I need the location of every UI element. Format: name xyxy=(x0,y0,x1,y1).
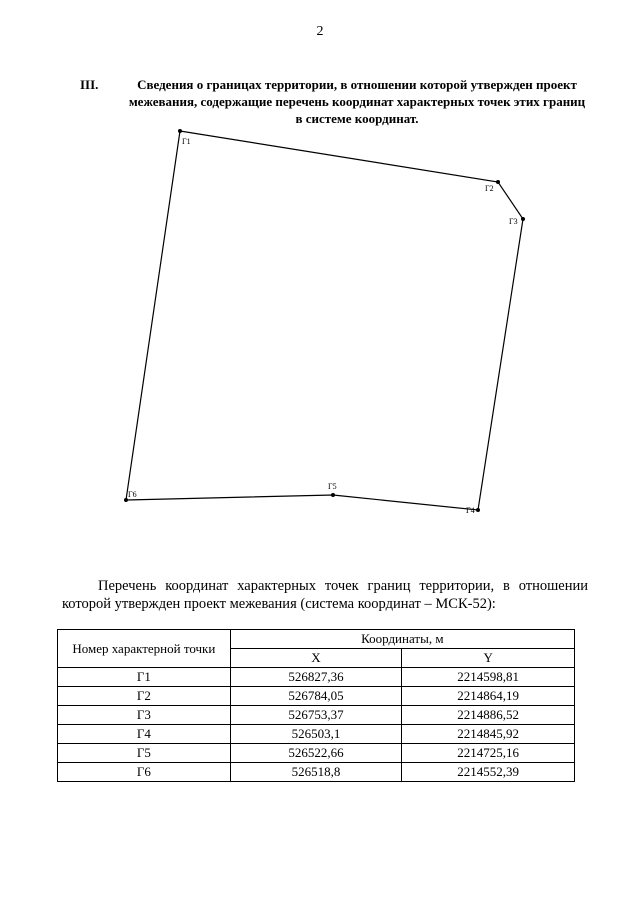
cell-x: 526522,66 xyxy=(230,744,402,763)
cell-x: 526518,8 xyxy=(230,763,402,782)
table-row xyxy=(58,725,575,744)
cell-point: Г1 xyxy=(58,668,231,687)
coordinates-table xyxy=(57,629,575,782)
section-number: III. xyxy=(80,77,99,92)
cell-point: Г2 xyxy=(58,687,231,706)
table-row xyxy=(58,687,575,706)
table-row xyxy=(58,744,575,763)
cell-x: 526503,1 xyxy=(230,725,402,744)
table-row xyxy=(58,763,575,782)
vertex-marker xyxy=(521,217,525,221)
boundary-vertices xyxy=(124,129,525,512)
cell-y: 2214864,19 xyxy=(402,687,575,706)
table-row xyxy=(58,668,575,687)
header-x: X xyxy=(230,649,402,668)
cell-x: 526784,05 xyxy=(230,687,402,706)
vertex-marker xyxy=(496,180,500,184)
vertex-label: Г5 xyxy=(328,482,337,491)
vertex-marker xyxy=(178,129,182,133)
table-row xyxy=(58,706,575,725)
header-point-number: Номер характерной точки xyxy=(58,630,231,668)
cell-x: 526753,37 xyxy=(230,706,402,725)
cell-y: 2214552,39 xyxy=(402,763,575,782)
cell-point: Г4 xyxy=(58,725,231,744)
cell-point: Г3 xyxy=(58,706,231,725)
coordinates-intro xyxy=(62,577,588,613)
page-number: 2 xyxy=(316,24,324,39)
cell-x: 526827,36 xyxy=(230,668,402,687)
vertex-label: Г6 xyxy=(128,490,137,499)
table-header-row xyxy=(58,630,575,649)
boundary-polygon xyxy=(126,131,523,510)
cell-y: 2214598,81 xyxy=(402,668,575,687)
vertex-label: Г1 xyxy=(182,137,191,146)
vertex-marker xyxy=(476,508,480,512)
cell-point: Г5 xyxy=(58,744,231,763)
header-coordinates: Координаты, м xyxy=(230,630,574,649)
vertex-label: Г3 xyxy=(509,217,518,226)
cell-y: 2214886,52 xyxy=(402,706,575,725)
vertex-label: Г4 xyxy=(466,506,475,515)
header-y: Y xyxy=(402,649,575,668)
vertex-label: Г2 xyxy=(485,184,494,193)
vertex-marker xyxy=(331,493,335,497)
cell-y: 2214845,92 xyxy=(402,725,575,744)
section-title: Сведения о границах территории, в отношении которой утвержден проект межевания, содержащие перечень координат характерных точек этих границ в системе координат. xyxy=(128,77,586,126)
cell-y: 2214725,16 xyxy=(402,744,575,763)
intro-text: Перечень координат характерных точек границ территории, в отношении которой утвержден проект межевания (система координат – МСК-52): xyxy=(62,578,588,612)
cell-point: Г6 xyxy=(58,763,231,782)
